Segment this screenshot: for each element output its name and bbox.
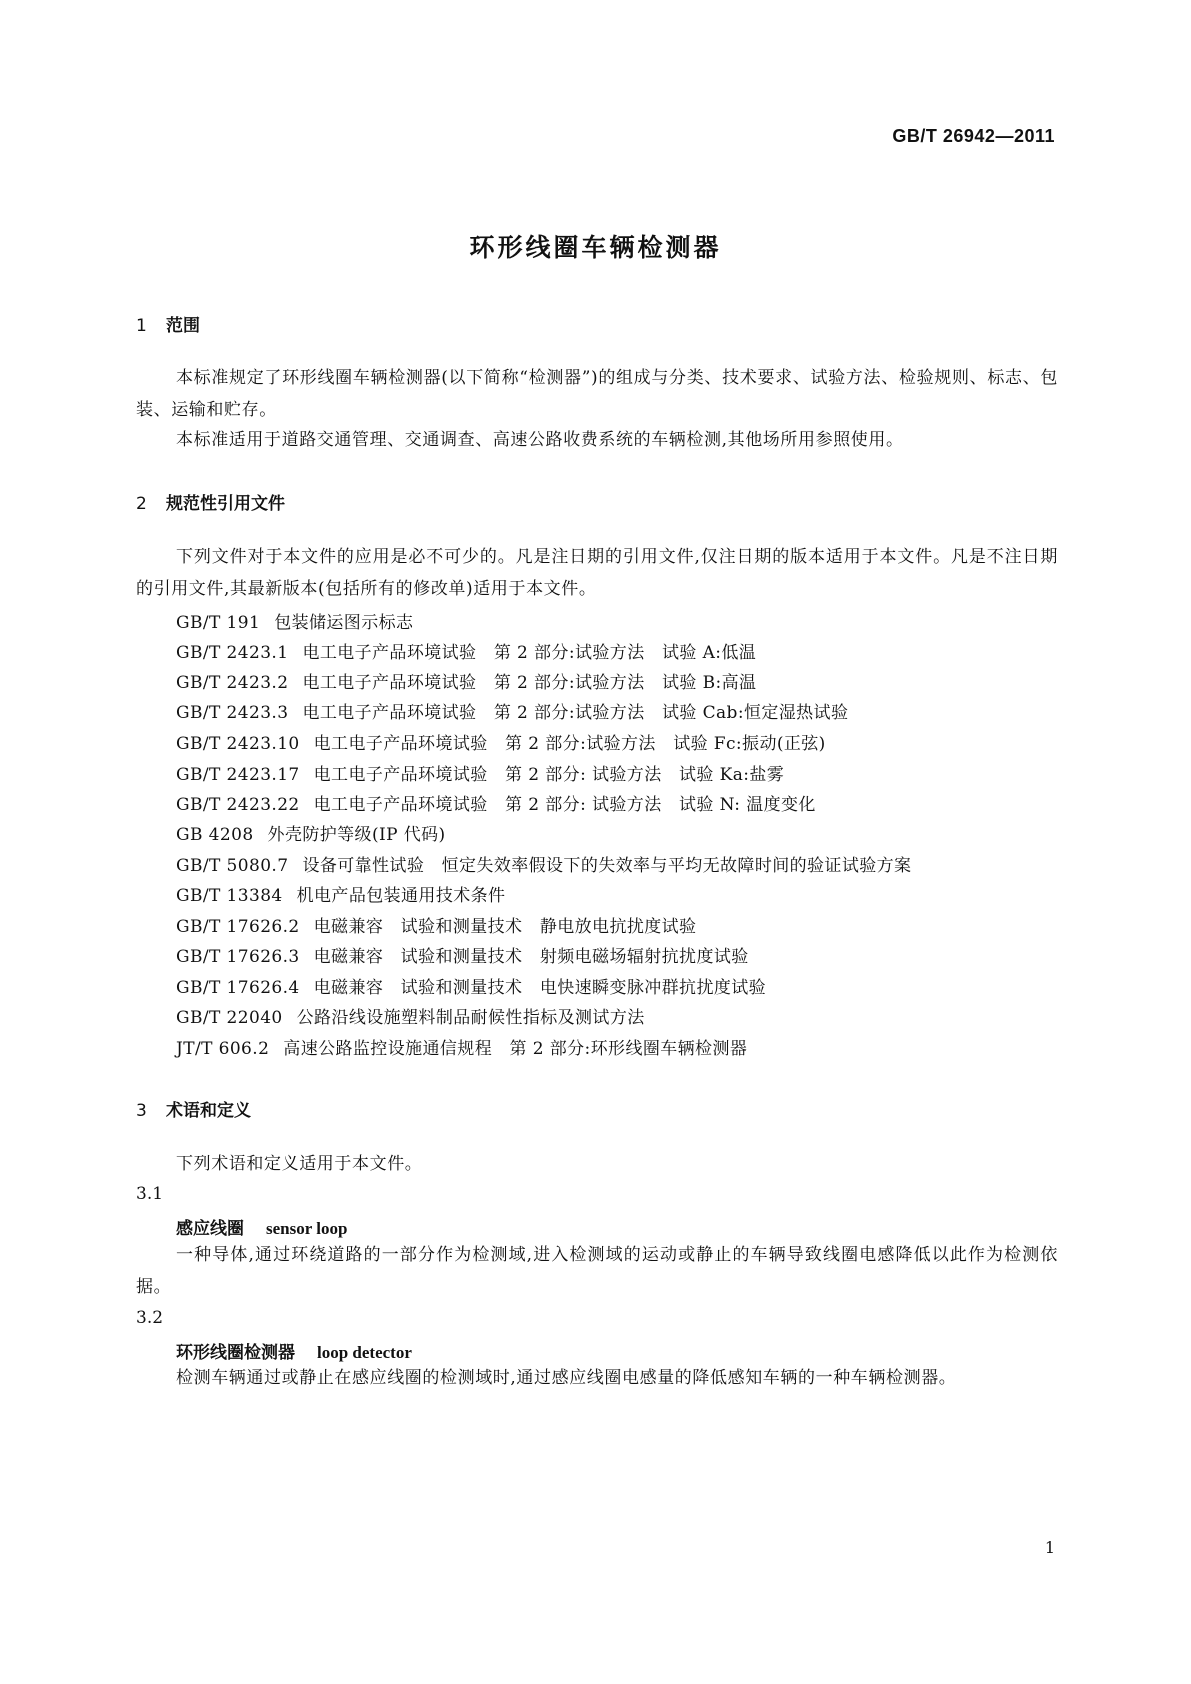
reference-title: 高速公路监控设施通信规程 第 2 部分:环形线圈车辆检测器	[283, 1039, 748, 1059]
reference-code: GB/T 5080.7	[176, 856, 289, 876]
reference-item	[176, 820, 446, 845]
reference-code: GB/T 22040	[176, 1008, 283, 1028]
section-2-heading	[136, 489, 285, 514]
reference-item	[176, 698, 848, 723]
reference-item	[176, 973, 766, 998]
reference-code: JT/T 606.2	[176, 1039, 270, 1059]
term-chinese: 感应线圈	[176, 1219, 244, 1239]
section-3-heading	[136, 1096, 251, 1121]
reference-title: 电工电子产品环境试验 第 2 部分:试验方法 试验 Cab:恒定湿热试验	[302, 703, 849, 723]
reference-title: 电工电子产品环境试验 第 2 部分: 试验方法 试验 Ka:盐雾	[313, 765, 785, 785]
section-number: 2	[136, 494, 147, 514]
section-number: 1	[136, 316, 147, 336]
reference-item	[176, 729, 826, 754]
section-1-paragraph-2: 本标准适用于道路交通管理、交通调查、高速公路收费系统的车辆检测,其他场所用参照使用。	[176, 430, 904, 450]
reference-code: GB/T 2423.1	[176, 643, 289, 663]
reference-item	[176, 638, 756, 663]
reference-title: 外壳防护等级(IP 代码)	[267, 825, 446, 845]
reference-title: 电工电子产品环境试验 第 2 部分: 试验方法 试验 N: 温度变化	[313, 795, 816, 815]
reference-code: GB/T 2423.10	[176, 734, 300, 754]
reference-item	[176, 881, 505, 906]
reference-item	[176, 790, 816, 815]
reference-code: GB/T 17626.4	[176, 978, 300, 998]
reference-code: GB/T 2423.17	[176, 765, 300, 785]
section-1-heading	[136, 311, 200, 336]
reference-item	[176, 851, 911, 876]
term-entry	[176, 1338, 412, 1363]
reference-item	[176, 608, 413, 633]
section-title: 范围	[166, 316, 200, 336]
reference-item	[176, 912, 696, 937]
reference-title: 电工电子产品环境试验 第 2 部分:试验方法 试验 A:低温	[302, 643, 757, 663]
term-chinese: 环形线圈检测器	[176, 1343, 295, 1363]
term-definition: 一种导体,通过环绕道路的一部分作为检测域,进入检测域的运动或静止的车辆导致线圈电感降低以此作为检测依据。	[136, 1245, 1058, 1297]
reference-item	[176, 760, 784, 785]
reference-code: GB/T 17626.2	[176, 917, 300, 937]
reference-item	[176, 1034, 747, 1059]
reference-item	[176, 1003, 645, 1028]
term-english: loop detector	[317, 1343, 412, 1362]
reference-title: 机电产品包装通用技术条件	[296, 886, 506, 906]
standard-code: GB/T 26942—2011	[892, 126, 1055, 146]
reference-item	[176, 942, 749, 967]
clause-number: 3.2	[136, 1308, 164, 1328]
page-number: 1	[1044, 1538, 1055, 1557]
reference-code: GB/T 2423.2	[176, 673, 289, 693]
reference-code: GB/T 13384	[176, 886, 283, 906]
reference-title: 电工电子产品环境试验 第 2 部分:试验方法 试验 B:高温	[302, 673, 757, 693]
reference-title: 电磁兼容 试验和测量技术 静电放电抗扰度试验	[313, 917, 697, 937]
reference-title: 电磁兼容 试验和测量技术 电快速瞬变脉冲群抗扰度试验	[313, 978, 767, 998]
section-1-paragraph-1: 本标准规定了环形线圈车辆检测器(以下简称“检测器”)的组成与分类、技术要求、试验方法、检验规则、标志、包装、运输和贮存。	[136, 368, 1058, 420]
reference-title: 包装储运图示标志	[274, 613, 414, 633]
section-title: 术语和定义	[166, 1101, 251, 1121]
reference-code: GB/T 2423.22	[176, 795, 300, 815]
section-2-intro: 下列文件对于本文件的应用是必不可少的。凡是注日期的引用文件,仅注日期的版本适用于本文件。凡是不注日期的引用文件,其最新版本(包括所有的修改单)适用于本文件。	[136, 547, 1058, 599]
reference-title: 电工电子产品环境试验 第 2 部分:试验方法 试验 Fc:振动(正弦)	[313, 734, 826, 754]
reference-title: 公路沿线设施塑料制品耐候性指标及测试方法	[296, 1008, 645, 1028]
term-definition: 检测车辆通过或静止在感应线圈的检测域时,通过感应线圈电感量的降低感知车辆的一种车辆检测器。	[176, 1368, 957, 1388]
reference-code: GB 4208	[176, 825, 254, 845]
term-entry	[176, 1214, 347, 1239]
reference-item	[176, 668, 756, 693]
reference-code: GB/T 2423.3	[176, 703, 289, 723]
section-3-intro: 下列术语和定义适用于本文件。	[176, 1154, 423, 1174]
section-number: 3	[136, 1101, 147, 1121]
reference-title: 设备可靠性试验 恒定失效率假设下的失效率与平均无故障时间的验证试验方案	[302, 856, 912, 876]
section-title: 规范性引用文件	[166, 494, 285, 514]
clause-number: 3.1	[136, 1184, 164, 1204]
reference-code: GB/T 17626.3	[176, 947, 300, 967]
document-title: 环形线圈车辆检测器	[469, 233, 722, 262]
term-english: sensor loop	[266, 1219, 348, 1238]
reference-title: 电磁兼容 试验和测量技术 射频电磁场辐射抗扰度试验	[313, 947, 749, 967]
reference-code: GB/T 191	[176, 613, 261, 633]
